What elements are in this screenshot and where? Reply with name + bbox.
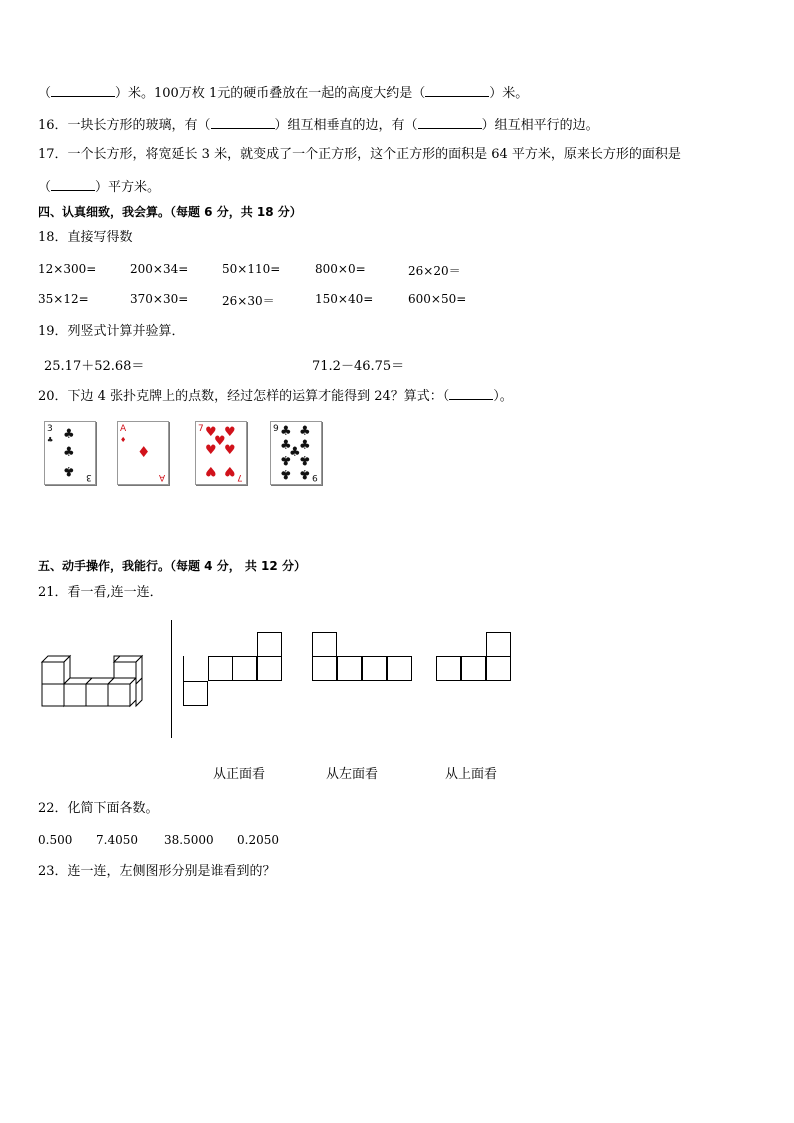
question-18-title: 18．直接写得数 [38, 230, 133, 245]
question-21-title: 21．看一看,连一连． [38, 585, 163, 600]
question-23-title: 23．连一连，左侧图形分别是谁看到的？ [38, 864, 276, 879]
card-rank: A [158, 472, 165, 482]
answer-blank[interactable] [51, 84, 115, 97]
section-5-heading: 五、动手操作，我能行。（每题 4 分， 共 12 分） [38, 559, 306, 573]
club-icon: ♣ [63, 427, 75, 442]
calc-item: 150×40= [315, 292, 374, 306]
heart-icon: ♥ [224, 425, 236, 440]
answer-blank[interactable] [449, 387, 493, 400]
club-icon: ♣ [289, 445, 301, 460]
calc-item: 26×20＝ [408, 264, 461, 278]
number-item: 7.4050 [96, 833, 138, 847]
heart-icon: ♥ [214, 434, 226, 449]
question-17-line2: （ ）平方米。 [38, 180, 161, 195]
diamond-icon: ♦ [120, 436, 127, 444]
club-icon: ♣ [280, 466, 292, 481]
calc-item: 800×0= [315, 262, 366, 276]
view-label-top: 从上面看 [445, 767, 498, 782]
answer-blank[interactable] [425, 84, 489, 97]
club-icon: ♣ [63, 445, 75, 460]
number-item: 38.5000 [164, 833, 214, 847]
club-icon: ♣ [63, 463, 75, 478]
cube-solid-figure [40, 652, 155, 710]
calc-item: 200×34= [130, 262, 189, 276]
card-rank: 9 [312, 472, 318, 482]
calc-item: 35×12= [38, 292, 89, 306]
heart-icon: ♥ [205, 443, 217, 458]
view-label-left: 从左面看 [326, 767, 379, 782]
card-rank: 9 [273, 424, 279, 434]
club-icon: ♣ [280, 424, 292, 439]
playing-card-9-clubs [270, 421, 322, 485]
card-rank: A [120, 424, 127, 434]
heart-icon: ♥ [224, 443, 236, 458]
club-icon: ♣ [299, 452, 311, 467]
question-20: 20．下边 4 张扑克牌上的点数，经过怎样的运算才能得到 24？算式：（ ）。 [38, 389, 513, 404]
heart-icon: ♥ [205, 463, 217, 478]
view-label-front: 从正面看 [213, 767, 266, 782]
q15-tail: （ ）米。100万枚 1元的硬币叠放在一起的高度大约是（ ）米。 [38, 86, 529, 101]
diamond-icon: ♦ [137, 443, 151, 461]
calc-item: 25.17＋52.68＝ [44, 359, 145, 374]
card-rank: 3 [47, 424, 53, 434]
answer-blank[interactable] [211, 116, 275, 129]
club-icon: ♣ [280, 438, 292, 453]
card-rank: 3 [86, 472, 92, 482]
question-17-line1: 17．一个长方形，将宽延长 3 米，就变成了一个正方形，这个正方形的面积是 64 平方米，原来长方形的面积是 [38, 147, 681, 162]
answer-blank[interactable] [51, 178, 95, 191]
card-rank: 7 [237, 472, 243, 482]
number-item: 0.2050 [237, 833, 279, 847]
club-icon: ♣ [280, 452, 292, 467]
answer-blank[interactable] [418, 116, 482, 129]
calc-item: 50×110= [222, 262, 281, 276]
calc-item: 26×30＝ [222, 294, 275, 308]
club-icon: ♣ [299, 424, 311, 439]
heart-icon: ♥ [224, 463, 236, 478]
vertical-divider [171, 620, 172, 738]
club-icon: ♣ [299, 438, 311, 453]
question-22-title: 22．化简下面各数。 [38, 801, 159, 816]
calc-item: 12×300= [38, 262, 97, 276]
playing-card-7-hearts [195, 421, 247, 485]
playing-card-3-clubs [44, 421, 96, 485]
number-item: 0.500 [38, 833, 73, 847]
card-rank: 7 [198, 424, 204, 434]
heart-icon: ♥ [205, 425, 217, 440]
section-4-heading: 四、认真细致，我会算。（每题 6 分，共 18 分） [38, 205, 302, 219]
question-19-title: 19．列竖式计算并验算． [38, 324, 185, 339]
calc-item: 600×50= [408, 292, 467, 306]
club-icon: ♣ [299, 466, 311, 481]
question-16: 16．一块长方形的玻璃，有（ ）组互相垂直的边，有（ ）组互相平行的边。 [38, 118, 599, 133]
playing-card-ace-diamonds [117, 421, 169, 485]
calc-item: 370×30= [130, 292, 189, 306]
club-icon: ♣ [47, 436, 54, 444]
calc-item: 71.2－46.75＝ [312, 359, 405, 374]
